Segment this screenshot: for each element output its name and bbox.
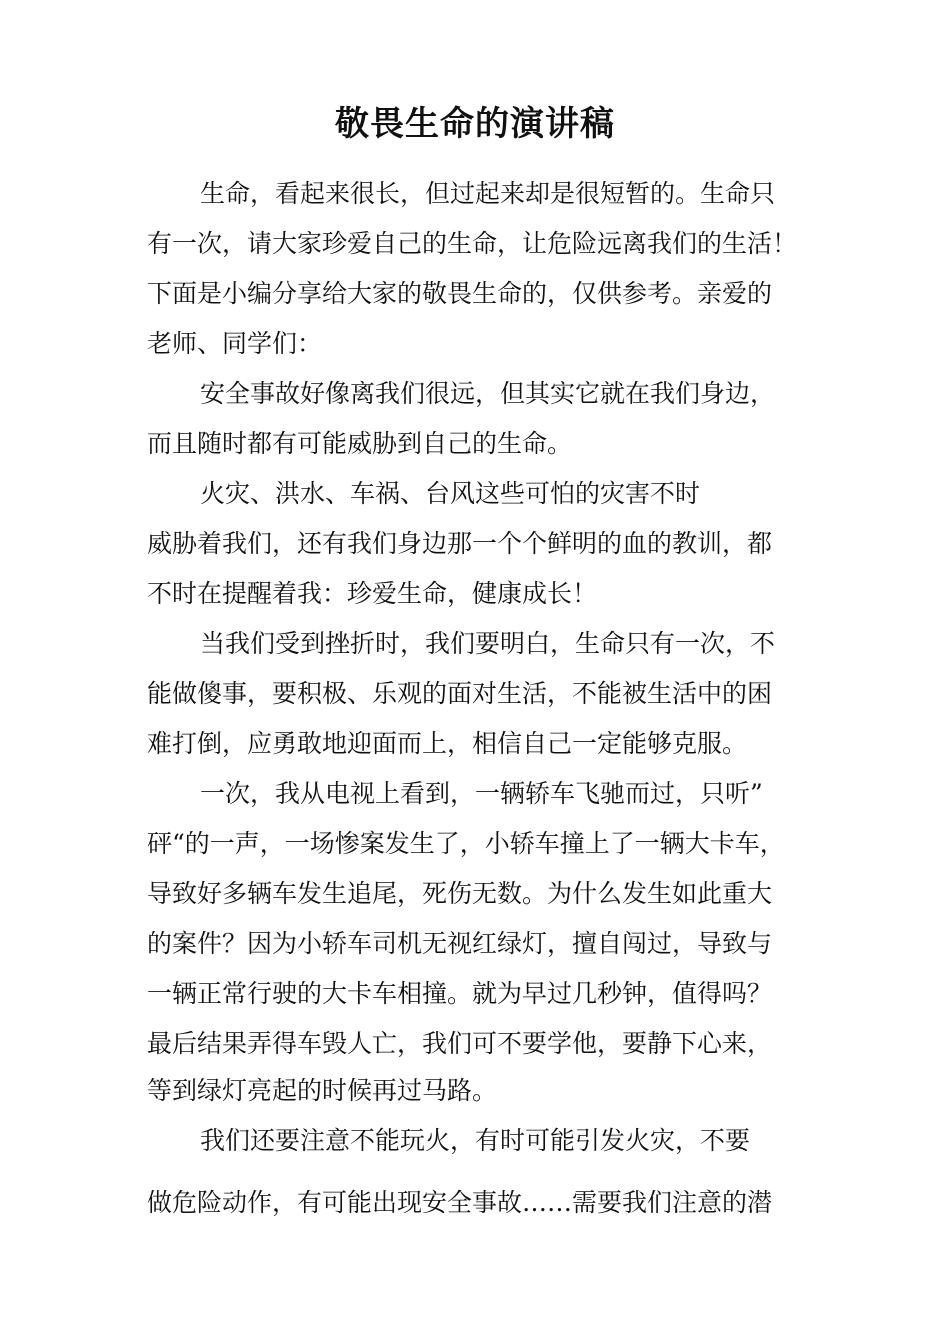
text-line: 当我们受到挫折时，我们要明白，生命只有一次，不 [200, 629, 776, 658]
text-line: 老师、同学们： [147, 329, 323, 358]
text-line: 导致好多辆车发生追尾，死伤无数。为什么发生如此重大 [147, 879, 773, 908]
text-line: 最后结果弄得车毁人亡，我们可不要学他，要静下心来， [147, 1029, 773, 1058]
document-title: 敬畏生命的演讲稿 [335, 104, 615, 144]
text-line: 我们还要注意不能玩火，有时可能引发火灾，不要 [200, 1126, 751, 1155]
text-line: 而且随时都有可能威胁到自己的生命。 [147, 429, 573, 458]
text-line: 难打倒，应勇敢地迎面而上，相信自己一定能够克服。 [147, 729, 748, 758]
text-line: 做危险动作，有可能出现安全事故……需要我们注意的潜 [147, 1188, 773, 1217]
text-line: 一次，我从电视上看到，一辆轿车飞驰而过，只听” [200, 779, 763, 808]
text-line: 等到绿灯亮起的时候再过马路。 [147, 1076, 498, 1105]
text-line: 有一次，请大家珍爱自己的生命，让危险远离我们的生活！ [147, 229, 798, 258]
text-line: 砰“的一声，一场惨案发生了，小轿车撞上了一辆大卡车， [147, 829, 785, 858]
text-line: 下面是小编分享给大家的敬畏生命的，仅供参考。亲爱的 [147, 279, 773, 308]
text-line: 一辆正常行驶的大卡车相撞。就为早过几秒钟，值得吗？ [147, 979, 773, 1008]
text-line: 能做傻事，要积极、乐观的面对生活，不能被生活中的困 [147, 679, 773, 708]
text-line: 生命，看起来很长，但过起来却是很短暂的。生命只 [200, 179, 776, 208]
text-line: 的案件？因为小轿车司机无视红绿灯，擅自闯过，导致与 [147, 929, 773, 958]
text-line: 不时在提醒着我：珍爱生命，健康成长！ [147, 579, 598, 608]
text-line: 火灾、洪水、车祸、台风这些可怕的灾害不时 [200, 479, 701, 508]
text-line: 安全事故好像离我们很远，但其实它就在我们身边， [200, 379, 776, 408]
text-line: 威胁着我们，还有我们身边那一个个鲜明的血的教训，都 [147, 529, 773, 558]
